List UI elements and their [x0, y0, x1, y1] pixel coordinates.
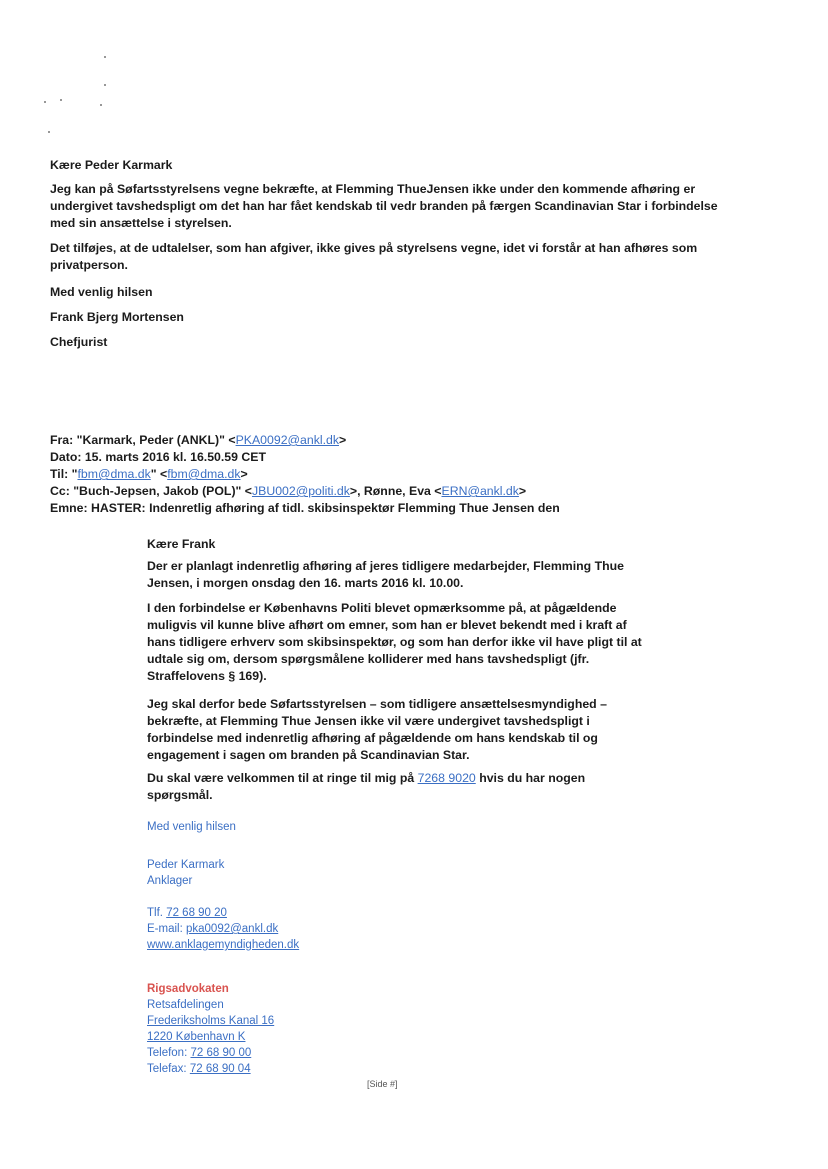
scan-speck — [60, 99, 62, 101]
text-line: Straffelovens § 169). — [147, 669, 267, 683]
reply-sender-title: Chefjurist — [50, 335, 108, 349]
phone-number-link[interactable]: 72 68 90 00 — [190, 1047, 252, 1059]
text-line: forbindelse med indenretlig afhøring af pågældende om hans kendskab til og — [147, 731, 598, 745]
email-label: E-mail: — [147, 923, 183, 935]
text-line: I den forbindelse er Københavns Politi blevet opmærksomme på, at pågældende — [147, 601, 617, 615]
signature-org: Rigsadvokaten — [147, 983, 229, 995]
signature-city — [147, 1029, 245, 1045]
fax-number-link[interactable]: 72 68 90 04 — [189, 1063, 251, 1075]
reply-closing: Med venlig hilsen — [50, 285, 153, 299]
text-line: engagement i sagen om branden på Scandinavian Star. — [147, 748, 470, 762]
header-date: Dato: 15. marts 2016 kl. 16.50.59 CET — [50, 450, 266, 464]
p4-start: Du skal være velkommen til at ringe til mig på — [147, 771, 415, 785]
signature-closing: Med venlig hilsen — [147, 821, 236, 833]
text-line: udtale sig om, dersom spørgsmålene kolliderer med hans tavshedspligt (jfr. — [147, 652, 590, 666]
text-line: Jensen, i morgen onsdag den 16. marts 2016 kl. 10.00. — [147, 576, 464, 590]
text-line: spørgsmål. — [147, 788, 213, 802]
signature-website — [147, 937, 299, 953]
header-from-label: Fra: "Karmark, Peder (ANKL)" < — [50, 433, 236, 447]
header-to — [50, 466, 248, 482]
text-line: Jeg skal derfor bede Søfartsstyrelsen – som tidligere ansættelsesmyndighed – — [147, 697, 607, 711]
signature-name: Peder Karmark — [147, 859, 225, 871]
header-cc — [50, 483, 526, 499]
text-line: hans tidligere erhverv som skibsinspektør, og som han derfor ikke vil have pligt til at — [147, 635, 642, 649]
original-paragraph-4 — [147, 770, 747, 804]
cc-email-link-2[interactable]: ERN@ankl.dk — [441, 484, 519, 498]
header-cc-label: Cc: "Buch-Jepsen, Jakob (POL)" < — [50, 484, 252, 498]
reply-paragraph-1 — [50, 181, 718, 232]
signature-street — [147, 1013, 274, 1029]
from-email-link[interactable]: PKA0092@ankl.dk — [235, 433, 339, 447]
cc-email-link-1[interactable]: JBU002@politi.dk — [251, 484, 350, 498]
text-line: Det tilføjes, at de udtalelser, som han afgiver, ikke gives på styrelsens vegne, idet vi forstår at han afhøres som — [50, 241, 698, 255]
text-line — [147, 770, 747, 787]
website-link[interactable]: www.anklagemyndigheden.dk — [147, 939, 300, 951]
fax-label: Telefax: — [147, 1063, 187, 1075]
text-line: Jeg kan på Søfartsstyrelsens vegne bekræfte, at Flemming ThueJensen ikke under den kommende afhøring er — [50, 182, 696, 196]
scan-speck — [100, 104, 102, 106]
header-to-end: > — [240, 467, 248, 481]
phone-label: Telefon: — [147, 1047, 188, 1059]
street-link[interactable]: Frederiksholms Kanal 16 — [147, 1015, 275, 1027]
signature-tlf — [147, 905, 227, 921]
tlf-link[interactable]: 72 68 90 20 — [166, 907, 227, 919]
tlf-label: Tlf. — [147, 907, 163, 919]
signature-phone — [147, 1045, 251, 1061]
text-line: muligvis vil kunne blive afhørt om emner, som han er blevet bekendt med i kraft af — [147, 618, 627, 632]
text-line: Der er planlagt indenretlig afhøring af jeres tidligere medarbejder, Flemming Thue — [147, 559, 624, 573]
p4-end: hvis du har nogen — [479, 771, 586, 785]
header-subject: Emne: HASTER: Indenretlig afhøring af tidl. skibsinspektør Flemming Thue Jensen den — [50, 501, 560, 515]
text-line: undergivet tavshedspligt om det han har fået kendskab til vedr branden på færgen Scandinavian Star i forbindelse — [50, 199, 718, 213]
header-cc-end: > — [518, 484, 527, 498]
scan-speck — [48, 131, 50, 133]
text-line: privatperson. — [50, 258, 128, 272]
page-footer: [Side #] — [367, 1079, 398, 1089]
scan-speck — [104, 84, 106, 86]
reply-sender-name: Frank Bjerg Mortensen — [50, 310, 184, 324]
reply-paragraph-2 — [50, 240, 710, 274]
header-from-end: > — [339, 433, 347, 447]
original-paragraph-3 — [147, 696, 747, 764]
header-to-mid: " < — [150, 467, 168, 481]
text-line: bekræfte, at Flemming Thue Jensen ikke vil være undergivet tavshedspligt i — [147, 714, 590, 728]
original-greeting: Kære Frank — [147, 537, 216, 551]
original-paragraph-1 — [147, 558, 747, 592]
signature-role: Anklager — [147, 875, 193, 887]
signature-email — [147, 921, 278, 937]
reply-greeting: Kære Peder Karmark — [50, 158, 173, 172]
to-name-email-link[interactable]: fbm@dma.dk — [77, 467, 151, 481]
to-email-link[interactable]: fbm@dma.dk — [167, 467, 241, 481]
original-paragraph-2 — [147, 600, 747, 685]
city-link[interactable]: 1220 København K — [147, 1031, 246, 1043]
header-cc-mid: >, Rønne, Eva < — [349, 484, 442, 498]
header-to-label: Til: " — [50, 467, 78, 481]
signature-dept: Retsafdelingen — [147, 999, 224, 1011]
scan-speck — [44, 101, 46, 103]
header-from — [50, 432, 346, 448]
text-line: med sin ansættelse i styrelsen. — [50, 216, 232, 230]
signature-fax — [147, 1061, 251, 1077]
scan-speck — [104, 56, 106, 58]
email-link[interactable]: pka0092@ankl.dk — [185, 923, 279, 935]
phone-link[interactable]: 7268 9020 — [417, 771, 476, 785]
